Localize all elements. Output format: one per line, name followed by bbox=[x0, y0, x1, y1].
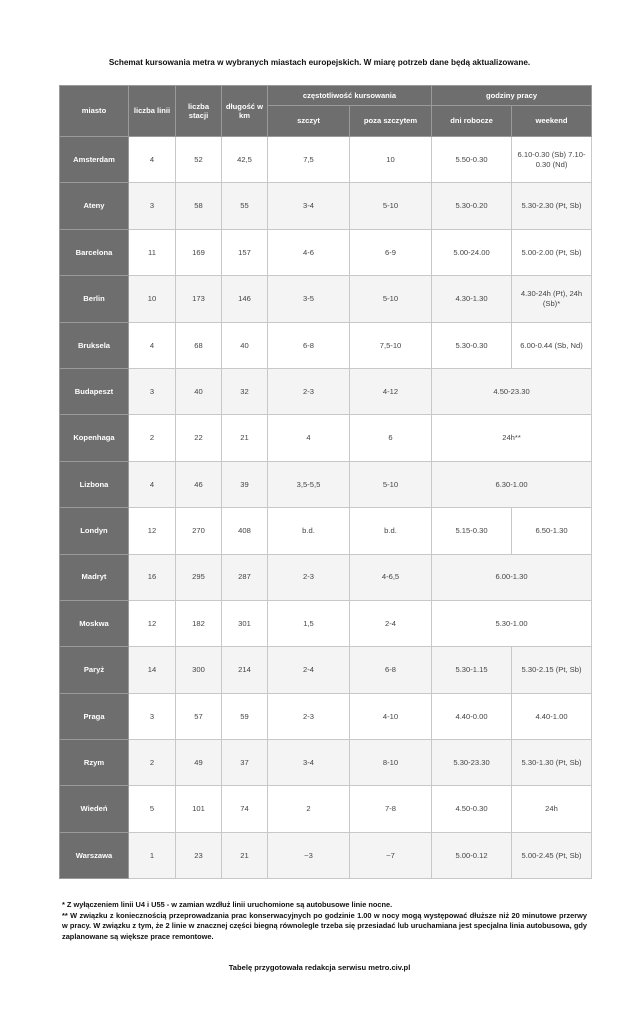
header-peak: szczyt bbox=[268, 106, 350, 137]
cell-lines: 3 bbox=[129, 693, 176, 739]
cell-city: Moskwa bbox=[60, 600, 129, 646]
cell-length: 42,5 bbox=[222, 137, 268, 183]
cell-length: 40 bbox=[222, 322, 268, 368]
cell-lines: 14 bbox=[129, 647, 176, 693]
cell-lines: 3 bbox=[129, 183, 176, 229]
cell-offpeak: 6-8 bbox=[350, 647, 432, 693]
table-row bbox=[60, 832, 592, 878]
page-title: Schemat kursowania metra w wybranych miastach europejskich. W miarę potrzeb dane będą aktualizowane. bbox=[108, 58, 531, 67]
header-weekend: weekend bbox=[512, 106, 592, 137]
cell-length: 21 bbox=[222, 415, 268, 461]
cell-stations: 68 bbox=[176, 322, 222, 368]
cell-peak: b.d. bbox=[268, 508, 350, 554]
cell-lines: 12 bbox=[129, 508, 176, 554]
cell-offpeak: 4-6,5 bbox=[350, 554, 432, 600]
cell-peak: 3,5-5,5 bbox=[268, 461, 350, 507]
cell-weekdays: 5.30-0.20 bbox=[432, 183, 512, 229]
cell-peak: 2-3 bbox=[268, 693, 350, 739]
cell-offpeak: 7-8 bbox=[350, 786, 432, 832]
cell-lines: 11 bbox=[129, 229, 176, 275]
cell-stations: 57 bbox=[176, 693, 222, 739]
footnotes bbox=[62, 900, 587, 942]
cell-peak: 7,5 bbox=[268, 137, 350, 183]
cell-stations: 58 bbox=[176, 183, 222, 229]
cell-stations: 173 bbox=[176, 276, 222, 322]
header-lines: liczba linii bbox=[129, 86, 176, 137]
cell-length: 408 bbox=[222, 508, 268, 554]
cell-weekdays: 4.30-1.30 bbox=[432, 276, 512, 322]
cell-length: 59 bbox=[222, 693, 268, 739]
cell-length: 301 bbox=[222, 600, 268, 646]
cell-weekend: 6.10-0.30 (Sb) 7.10-0.30 (Nd) bbox=[512, 137, 592, 183]
table-row bbox=[60, 740, 592, 786]
cell-lines: 4 bbox=[129, 322, 176, 368]
cell-stations: 270 bbox=[176, 508, 222, 554]
cell-offpeak: 5-10 bbox=[350, 276, 432, 322]
table-row bbox=[60, 600, 592, 646]
cell-length: 32 bbox=[222, 368, 268, 414]
cell-length: 157 bbox=[222, 229, 268, 275]
cell-offpeak: 6-9 bbox=[350, 229, 432, 275]
metro-table bbox=[59, 85, 592, 879]
cell-peak: 3-4 bbox=[268, 740, 350, 786]
cell-peak: 2-3 bbox=[268, 368, 350, 414]
table-row bbox=[60, 554, 592, 600]
cell-lines: 3 bbox=[129, 368, 176, 414]
footnote-1: * Z wyłączeniem linii U4 i U55 - w zamian wzdłuż linii uruchomione są autobusowe linie nocne. bbox=[62, 900, 393, 909]
cell-stations: 23 bbox=[176, 832, 222, 878]
table-row bbox=[60, 322, 592, 368]
cell-city: Kopenhaga bbox=[60, 415, 129, 461]
cell-weekend: 5.30-2.15 (Pt, Sb) bbox=[512, 647, 592, 693]
cell-weekdays: 5.00-24.00 bbox=[432, 229, 512, 275]
table-row bbox=[60, 647, 592, 693]
cell-stations: 46 bbox=[176, 461, 222, 507]
cell-city: Barcelona bbox=[60, 229, 129, 275]
cell-stations: 22 bbox=[176, 415, 222, 461]
cell-offpeak: 8-10 bbox=[350, 740, 432, 786]
cell-stations: 52 bbox=[176, 137, 222, 183]
cell-peak: 3-4 bbox=[268, 183, 350, 229]
cell-peak: 2 bbox=[268, 786, 350, 832]
header-weekdays: dni robocze bbox=[432, 106, 512, 137]
cell-offpeak: ~7 bbox=[350, 832, 432, 878]
cell-weekend: 5.00-2.00 (Pt, Sb) bbox=[512, 229, 592, 275]
cell-city: Wiedeń bbox=[60, 786, 129, 832]
table-row bbox=[60, 137, 592, 183]
cell-lines: 2 bbox=[129, 415, 176, 461]
cell-city: Praga bbox=[60, 693, 129, 739]
table-row bbox=[60, 461, 592, 507]
cell-stations: 182 bbox=[176, 600, 222, 646]
cell-weekdays: 4.50-0.30 bbox=[432, 786, 512, 832]
cell-length: 37 bbox=[222, 740, 268, 786]
cell-city: Bruksela bbox=[60, 322, 129, 368]
cell-offpeak: 5-10 bbox=[350, 183, 432, 229]
cell-peak: 4-6 bbox=[268, 229, 350, 275]
cell-city: Berlin bbox=[60, 276, 129, 322]
cell-offpeak: 7,5-10 bbox=[350, 322, 432, 368]
cell-lines: 10 bbox=[129, 276, 176, 322]
table-row bbox=[60, 693, 592, 739]
table-row bbox=[60, 229, 592, 275]
cell-weekdays: 5.00-0.12 bbox=[432, 832, 512, 878]
footnote-2: ** W związku z koniecznością przeprowadzania prac konserwacyjnych po godzinie 1.00 w nocy mogą występować dłuższe niż 20 minutowe przerwy w pracy. W związku z tym, że 2 linie w znacznej części biegną równolegle trzeba się przesiadać lub uruchamiana jest specjalna linia autobusowa, gdy zaplanowane są większe prace remontowe. bbox=[62, 910, 587, 941]
header-frequency: częstotliwość kursowania bbox=[268, 86, 432, 106]
cell-weekdays: 5.50-0.30 bbox=[432, 137, 512, 183]
cell-peak: 2-3 bbox=[268, 554, 350, 600]
header-stations: liczba stacji bbox=[176, 86, 222, 137]
cell-lines: 2 bbox=[129, 740, 176, 786]
cell-stations: 300 bbox=[176, 647, 222, 693]
cell-peak: ~3 bbox=[268, 832, 350, 878]
cell-lines: 5 bbox=[129, 786, 176, 832]
cell-offpeak: 10 bbox=[350, 137, 432, 183]
cell-hours_merged: 24h** bbox=[432, 415, 592, 461]
cell-city: Budapeszt bbox=[60, 368, 129, 414]
cell-peak: 1,5 bbox=[268, 600, 350, 646]
cell-city: Amsterdam bbox=[60, 137, 129, 183]
cell-length: 74 bbox=[222, 786, 268, 832]
cell-lines: 12 bbox=[129, 600, 176, 646]
cell-hours_merged: 4.50-23.30 bbox=[432, 368, 592, 414]
cell-length: 55 bbox=[222, 183, 268, 229]
cell-stations: 101 bbox=[176, 786, 222, 832]
table-body bbox=[60, 137, 592, 879]
header-hours: godziny pracy bbox=[432, 86, 592, 106]
cell-peak: 3-5 bbox=[268, 276, 350, 322]
credit-line: Tabelę przygotowała redakcja serwisu metro.civ.pl bbox=[228, 963, 411, 972]
header-length: długość w km bbox=[222, 86, 268, 137]
cell-weekdays: 5.15-0.30 bbox=[432, 508, 512, 554]
cell-weekend: 5.30-1.30 (Pt, Sb) bbox=[512, 740, 592, 786]
cell-weekend: 6.00-0.44 (Sb, Nd) bbox=[512, 322, 592, 368]
cell-length: 214 bbox=[222, 647, 268, 693]
table-row bbox=[60, 508, 592, 554]
cell-length: 21 bbox=[222, 832, 268, 878]
cell-weekend: 4.30-24h (Pt), 24h (Sb)* bbox=[512, 276, 592, 322]
cell-lines: 1 bbox=[129, 832, 176, 878]
cell-offpeak: 6 bbox=[350, 415, 432, 461]
cell-peak: 6-8 bbox=[268, 322, 350, 368]
cell-stations: 169 bbox=[176, 229, 222, 275]
cell-city: Paryż bbox=[60, 647, 129, 693]
cell-lines: 4 bbox=[129, 137, 176, 183]
table-row bbox=[60, 183, 592, 229]
table-row bbox=[60, 786, 592, 832]
cell-hours_merged: 5.30-1.00 bbox=[432, 600, 592, 646]
cell-lines: 16 bbox=[129, 554, 176, 600]
cell-city: Ateny bbox=[60, 183, 129, 229]
cell-weekend: 5.00-2.45 (Pt, Sb) bbox=[512, 832, 592, 878]
cell-length: 146 bbox=[222, 276, 268, 322]
cell-hours_merged: 6.30-1.00 bbox=[432, 461, 592, 507]
header-offpeak: poza szczytem bbox=[350, 106, 432, 137]
table-row bbox=[60, 368, 592, 414]
cell-peak: 4 bbox=[268, 415, 350, 461]
cell-weekend: 5.30-2.30 (Pt, Sb) bbox=[512, 183, 592, 229]
cell-stations: 295 bbox=[176, 554, 222, 600]
cell-offpeak: 2-4 bbox=[350, 600, 432, 646]
cell-city: Rzym bbox=[60, 740, 129, 786]
cell-offpeak: 5-10 bbox=[350, 461, 432, 507]
cell-length: 39 bbox=[222, 461, 268, 507]
cell-weekdays: 5.30-0.30 bbox=[432, 322, 512, 368]
cell-weekend: 6.50-1.30 bbox=[512, 508, 592, 554]
cell-weekdays: 5.30-1.15 bbox=[432, 647, 512, 693]
cell-length: 287 bbox=[222, 554, 268, 600]
cell-lines: 4 bbox=[129, 461, 176, 507]
cell-weekdays: 4.40-0.00 bbox=[432, 693, 512, 739]
cell-stations: 40 bbox=[176, 368, 222, 414]
cell-city: Warszawa bbox=[60, 832, 129, 878]
cell-city: Madryt bbox=[60, 554, 129, 600]
table-row bbox=[60, 276, 592, 322]
cell-hours_merged: 6.00-1.30 bbox=[432, 554, 592, 600]
cell-weekdays: 5.30-23.30 bbox=[432, 740, 512, 786]
cell-weekend: 4.40-1.00 bbox=[512, 693, 592, 739]
cell-offpeak: 4-10 bbox=[350, 693, 432, 739]
cell-offpeak: b.d. bbox=[350, 508, 432, 554]
cell-stations: 49 bbox=[176, 740, 222, 786]
cell-weekend: 24h bbox=[512, 786, 592, 832]
cell-peak: 2-4 bbox=[268, 647, 350, 693]
cell-offpeak: 4-12 bbox=[350, 368, 432, 414]
table-row bbox=[60, 415, 592, 461]
cell-city: Lizbona bbox=[60, 461, 129, 507]
cell-city: Londyn bbox=[60, 508, 129, 554]
header-city: miasto bbox=[60, 86, 129, 137]
